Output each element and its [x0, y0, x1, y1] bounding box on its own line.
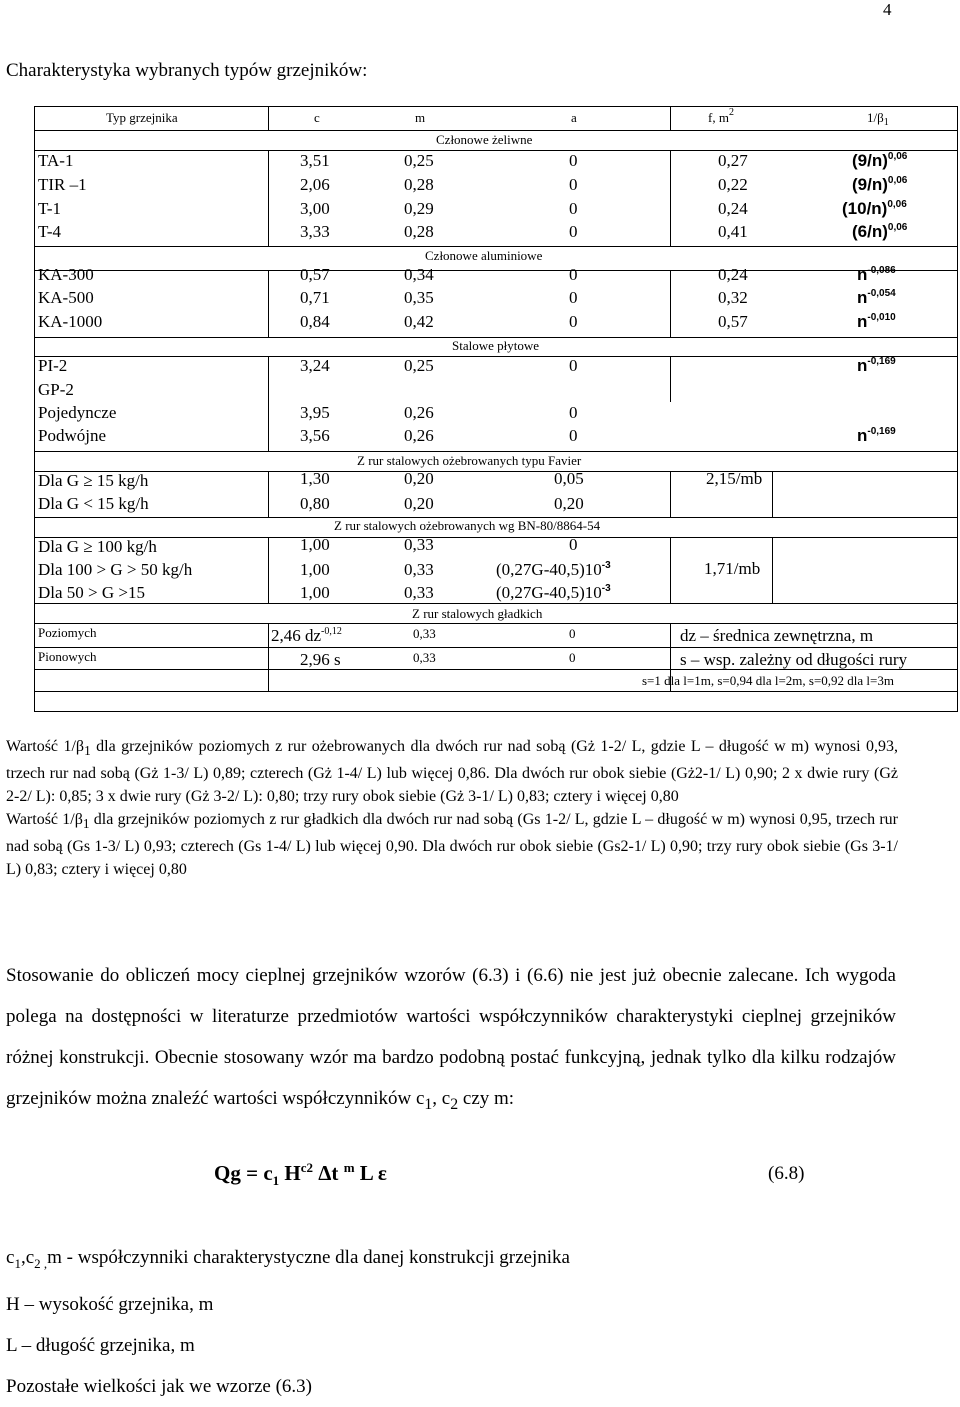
symbol-definitions	[6, 1237, 570, 1407]
paragraph: Wartość $1/\beta_1$ dla grzejników poziomych z rur ożebrowanych dla dwóch rur nad sobą (Gż 1-2/ L, gdzie L – długość w m) wynosi 0,93, trzech rur nad sobą (Gż 1-3/ L) 0,89; czterech (Gż 1-4/ L) lub więcej 0,86. Dla dwóch rur obok siebie (Gż2-1/ L) 0,90; 2 x dwie rury (Gż 2-2/ L): 0,85; 3 x dwie rury (Gż 3-2/ L): 0,80; trzy rury obok siebie (Gż 3-1/ L) 0,83; cztery i więcej 0,80	[6, 738, 899, 806]
definition-line: Pozostałe wielkości jak we wzorze (6.3)	[6, 1375, 313, 1397]
col-header-beta: $1/\beta_1$	[867, 110, 889, 128]
radiator-table: Typ grzejnika c m a f, $m^2$ $1/\beta_1$ Członowe żeliwne TA-1 3,51 0,25 0 0,27 $(9/n)^{0,06}$ TIR –1 2,06 0,28 0 0,22 $(9/n)^{0,06}$ T-1 3,00 0,29 0 0,24 $(10/n)^{0,06}$ T-4 3,33 0,28 0 0,41 $(6/n)^{0,06}$ Członowe aluminiowe KA-300 0,57 0,34 0 0,24 $n^{-0,086}$ KA-500 0,71 0,35 0 0,32 $n^{-0,054}$ KA-1000 0,84 0,42 0 0,57 $n^{-0,010}$ Stalowe płytowe PI-2 3,24 0,25 0 $n^{-0,169}$ GP-2 Pojedyncze 3,95 0,26 0 Podwójne 3,56 0,26 0 $n^{-0,169}$ Z rur stalowych ożebrowanych typu Favier Dla G ≥ 15 kg/h 1,30 0,20 0,05 Dla G < 15 kg/h 0,80 0,20 0,20 2,15/mb Z rur stalowych ożebrowanych wg BN-80/8864-54 Dla G ≥ 100 kg/h 1,00 0,33 0 Dla 100 > G > 50 kg/h 1,00 0,33 $(0,27G-40,5)10^{-3}$ Dla 50 > G >15 1,00 0,33 $(0,27G-40,5)10^{-3}$ 1,71/mb Z rur stalowych gładkich Poziomych 2,46 $dz^{-0,12}$ 0,33 0 dz – średnica zewnętrzna, m Pionowych 2,96 s 0,33 0 s – wsp. zależny od długości rury s=1 dla l=1m, s=0,94 dla l=2m, s=0,92 dla l=3m	[34, 106, 958, 712]
page-heading: Charakterystyka wybranych typów grzejników:	[6, 60, 368, 81]
equation-number: (6.8)	[768, 1163, 805, 1184]
section-title-favier: Z rur stalowych ożebrowanych typu Favier	[357, 453, 582, 468]
section-title-smooth: Z rur stalowych gładkich	[412, 606, 543, 621]
table-row: GP-2	[38, 380, 74, 399]
section-title-aluminium: Członowe aluminiowe	[425, 248, 543, 263]
paragraph: Wartość $1/\beta_1$ dla grzejników poziomych z rur gładkich dla dwóch rur nad sobą (Gs 1-2/ L, gdzie L – długość w m) wynosi 0,95, trzech rur nad sobą (Gs 1-3/ L) 0,93; czterech (Gs 1-4/ L) lub więcej 0,90. Dla dwóch rur obok siebie (Gs2-1/ L) 0,90; trzy rury obok siebie (Gs 3-1/ L) 0,83; cztery i więcej 0,80	[6, 811, 899, 879]
page-number: 4	[883, 0, 892, 19]
col-header-f: f, $m^2$	[708, 107, 734, 125]
beta-explanation	[6, 735, 898, 881]
section-title-bn: Z rur stalowych ożebrowanych wg BN-80/8864-54	[334, 518, 601, 533]
col-header-m: m	[415, 110, 426, 125]
definition-line: H – wysokość grzejnika, m	[6, 1293, 214, 1315]
definition-line: L – długość grzejnika, m	[6, 1334, 195, 1356]
definition-line: $c_1,c_{2 ,}m$ - współczynniki charakterystyczne dla danej konstrukcji grzejnika	[6, 1247, 570, 1271]
section-title-steel-plate: Stalowe płytowe	[452, 338, 540, 353]
bn-f-value: 1,71/mb	[704, 559, 761, 578]
section-title-cast-iron: Członowe żeliwne	[436, 132, 533, 147]
col-header-type: Typ grzejnika	[106, 110, 178, 125]
col-header-a: a	[571, 110, 577, 125]
formula-6-8: $Qg = c_1$ $H^{c2}$ Δt $^m$ L ε	[214, 1160, 387, 1189]
favier-f-value: 2,15/mb	[706, 469, 763, 488]
smooth-s-note: s=1 dla l=1m, s=0,94 dla l=2m, s=0,92 dla l=3m	[642, 673, 894, 688]
col-header-c: c	[314, 110, 320, 125]
body-paragraph: Stosowanie do obliczeń mocy cieplnej grzejników wzorów (6.3) i (6.6) nie jest już obecnie zalecane. Ich wygoda polega na dostępności w literaturze przedmiotów wartości współczynników charakterystyki cieplnej grzejników różnej konstrukcji. Obecnie stosowany wzór ma bardzo podobną postać funkcyjną, jednak tylko dla kilku rodzajów grzejników można znaleźć wartości współczynników $c_1$, $c_2$ czy m:	[6, 965, 896, 1113]
